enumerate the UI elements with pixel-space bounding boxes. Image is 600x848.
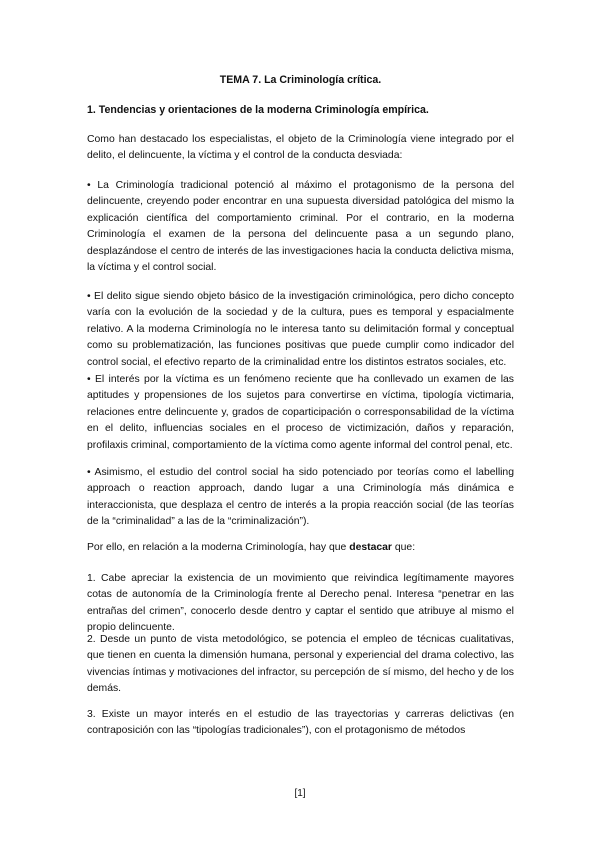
bullet-paragraph-1: • La Criminología tradicional potenció al máximo el protagonismo de la persona del delincuente, creyendo poder encontrar en una supuesta diversidad patológica del mismo la explicación científica del comportamiento criminal. Por el contrario, en la moderna Criminología el examen de la persona del delincuente pasa a un segundo plano, desplazándose el centro de interés de las investigaciones hacia la conducta delictiva misma, la víctima y el control social. [87, 180, 514, 274]
page-number: [1] [294, 788, 306, 799]
intro-paragraph: Como han destacado los especialistas, el objeto de la Criminología viene integrado por el delito, el delincuente, la víctima y el control de la conducta desviada: [87, 134, 514, 162]
por-ello-before: Por ello, en relación a la moderna Criminología, hay que [87, 542, 350, 553]
section-heading: 1. Tendencias y orientaciones de la moderna Criminología empírica. [87, 104, 429, 116]
numbered-paragraph-2: 2. Desde un punto de vista metodológico, se potencia el empleo de técnicas cualitativas, que tienen en cuenta la dimensión humana, personal y experiencial del drama colectivo, las vivencias íntimas y motivaciones del infractor, su percepción de sí mismo, del hecho y de los demás. [87, 634, 514, 695]
bullet-paragraph-4: • Asimismo, el estudio del control social ha sido potenciado por teorías como el labelling approach o reaction approach, dando lugar a una Criminología más dinámica e interaccionista, que desplaza el centro de interés a la propia reacción social (de las teorías de la “criminalidad” a las de la “criminalización”). [87, 467, 514, 528]
bullet-paragraph-3: • El interés por la víctima es un fenómeno reciente que ha conllevado un examen de las aptitudes y propensiones de los sujetos para convertirse en víctima, tipología victimaria, relaciones entre delincuente y, grados de coparticipación o corresponsabilidad de la víctima en el delito, influencias sociales en el proceso de victimización, daños y reparación, profilaxis criminal, comportamiento de la víctima como agente informal del control penal, etc. [87, 374, 514, 451]
por-ello-after: que: [391, 542, 416, 553]
document-title: TEMA 7. La Criminología crítica. [219, 74, 382, 86]
bullet-paragraph-2: • El delito sigue siendo objeto básico de la investigación criminológica, pero dicho concepto varía con la evolución de la sociedad y de la cultura, pues es temporal y espacialmente relativo. A la moderna Criminología no le interesa tanto su delimitación formal y conceptual como su problematización, las funciones positivas que puede cumplir como indicador del control social, el efectivo reparto de la criminalidad entre los distintos estratos sociales, etc. [87, 291, 514, 368]
por-ello-paragraph [87, 540, 514, 556]
por-ello-bold: destacar [349, 542, 392, 553]
numbered-paragraph-1: 1. Cabe apreciar la existencia de un movimiento que reivindica legítimamente mayores cotas de autonomía de la Criminología frente al Derecho penal. Interesa “penetrar en las entrañas del crimen”, conocerlo desde dentro y captar el sentido que atribuye al mismo el propio delincuente. [87, 573, 514, 634]
numbered-paragraph-3: 3. Existe un mayor interés en el estudio de las trayectorias y carreras delictivas (en contraposición con las “tipologías tradicionales”), con el protagonismo de métodos [87, 709, 514, 737]
